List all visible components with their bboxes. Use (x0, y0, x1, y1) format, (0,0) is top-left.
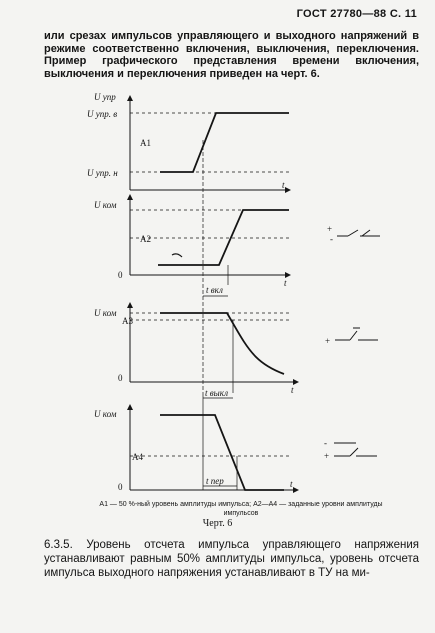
control-pulse-curve (160, 113, 289, 172)
graph2-time-label: t (284, 278, 287, 288)
graph4-zero: 0 (118, 482, 123, 492)
graph1-y-label: U упр (94, 92, 116, 102)
figure-legend: A1 — 50 %-ный уровень амплитуды импульса; A2—A4 — заданные уровни амплитуды импульсов (99, 501, 383, 517)
page-header: ГОСТ 27780—88 С. 11 (296, 8, 417, 20)
section-paragraph: 6.3.5. Уровень отсчета импульса управляющего напряжения устанавливают равным 50% амплитуды импульса, уровень отсчета импульса выходного напряжения устанавливают в ТУ на ми- (44, 539, 419, 579)
graph4-time-label: t (290, 479, 293, 489)
svg-text:+: + (325, 336, 331, 346)
graph-switch-on (94, 195, 290, 296)
switch-symbol-2 (325, 328, 378, 346)
graph1-time-label: t (282, 180, 285, 190)
graph3-zero: 0 (118, 373, 123, 383)
graph4-interval-label: t пер (206, 476, 224, 486)
graph3-curve-label: A3 (122, 316, 133, 326)
graph1-level-high: U упр. в (87, 109, 118, 119)
svg-text:+: + (324, 451, 330, 461)
graph1-curve-label: A1 (140, 138, 151, 148)
graph2-y-label: U ком (94, 200, 117, 210)
graph-changeover (94, 405, 298, 492)
graph3-y-label: U ком (94, 308, 117, 318)
intro-paragraph: или срезах импульсов управляющего и выходного напряжений в режиме соответственно включения, выключения, переключения. Пример графического представления времени включения, выключения и переключения приведен на черт. 6. (44, 30, 419, 80)
graph2-zero: 0 (118, 270, 123, 280)
svg-text:+: + (327, 224, 333, 234)
switch-symbol-1 (327, 224, 380, 244)
graph4-curve-label: A4 (132, 452, 143, 462)
graph4-y-label: U ком (94, 409, 117, 419)
graph2-curve-label: A2 (140, 234, 151, 244)
graph-switch-off (94, 303, 298, 398)
graph2-interval-label: t вкл (206, 285, 223, 295)
graph3-time-label: t (291, 385, 294, 395)
switch-off-curve (160, 313, 284, 374)
graph3-interval-label: t выкл (205, 388, 229, 398)
graph1-level-low: U упр. н (87, 168, 118, 178)
svg-text:-: - (330, 234, 333, 244)
figure-caption: Черт. 6 (202, 518, 233, 529)
switch-symbol-3 (324, 438, 377, 461)
switch-on-curve (158, 210, 289, 265)
svg-text:-: - (324, 438, 327, 448)
graph-control-voltage (87, 92, 290, 190)
